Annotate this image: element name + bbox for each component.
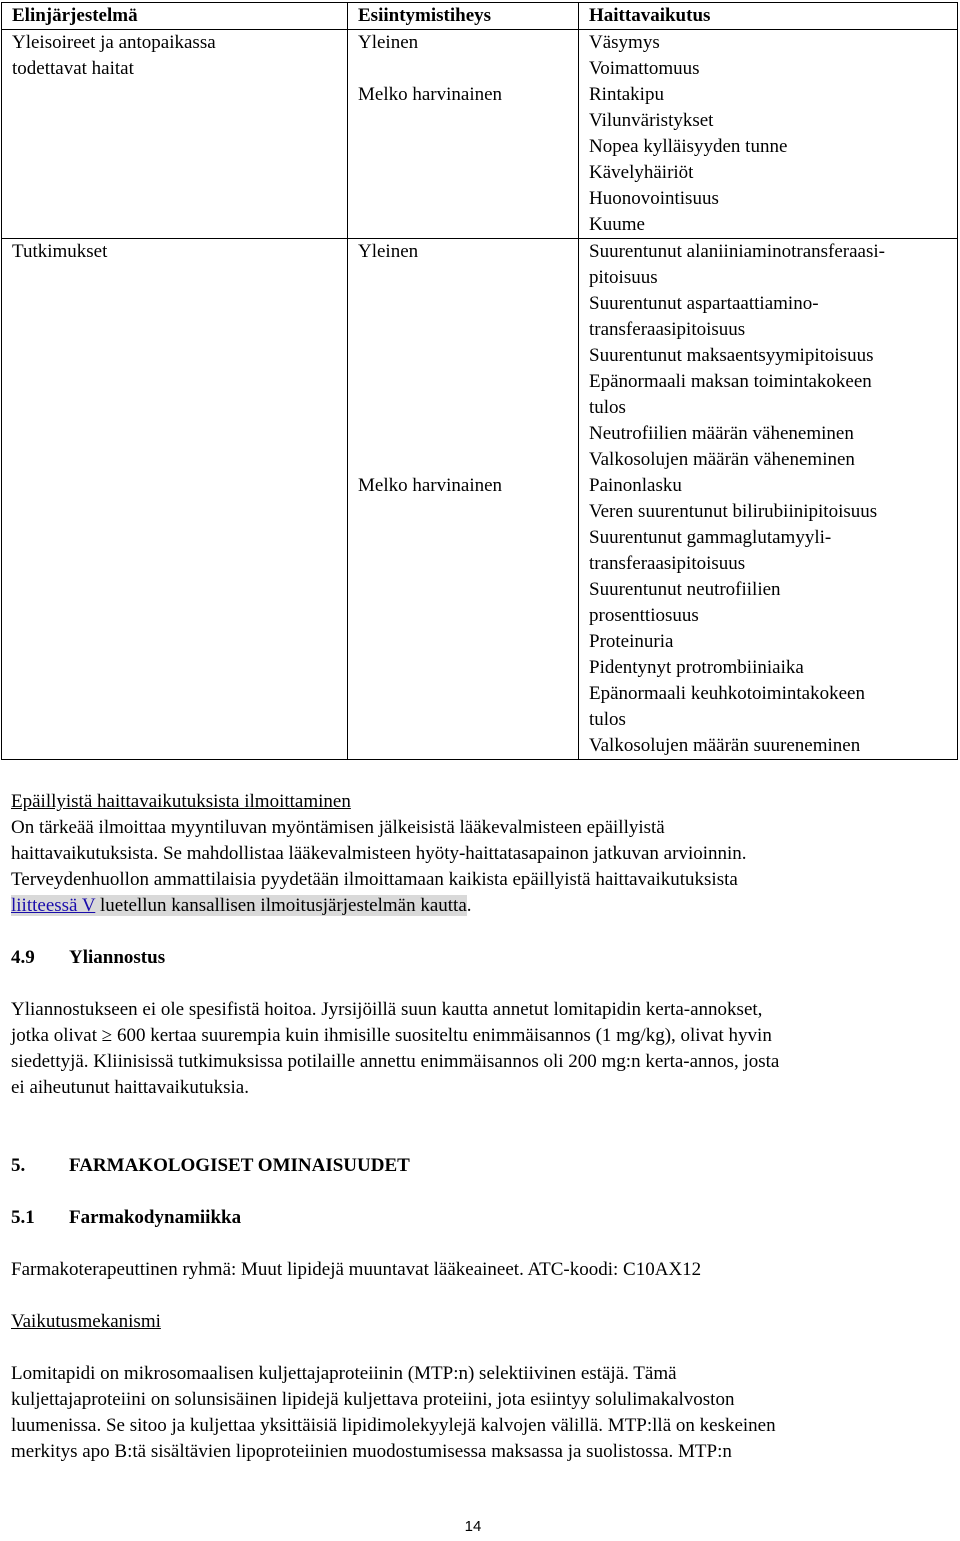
table-row bbox=[2, 30, 958, 83]
paragraph-line: merkitys apo B:tä sisältävien lipoproteiinien muodostumisessa maksassa ja suolistossa. MTP:n bbox=[11, 1441, 732, 1462]
organ-system-line: Tutkimukset bbox=[12, 241, 108, 262]
reporting-section bbox=[11, 789, 941, 919]
greater-equal-symbol: ≥ bbox=[101, 1025, 113, 1046]
annex-v-link[interactable]: liitteessä V bbox=[11, 895, 96, 916]
highlighted-text: liitteessä V luetellun kansallisen ilmoitusjärjestelmän kautta bbox=[11, 895, 467, 916]
paragraph-line: ei aiheutunut haittavaikutuksia. bbox=[11, 1077, 249, 1098]
section-heading-4-9: 4.9 Yliannostus bbox=[11, 947, 166, 968]
header-adverse-effect: Haittavaikutus bbox=[579, 3, 958, 30]
paragraph-line: liitteessä V luetellun kansallisen ilmoitusjärjestelmän kautta. bbox=[11, 895, 472, 916]
paragraph-line: luumenissa. Se sitoo ja kuljettaa yksittäisiä lipidimolekyylejä kalvojen välillä. MTP:llä on keskeinen bbox=[11, 1415, 776, 1436]
paragraph-line: jotka olivat ≥ 600 kertaa suurempia kuin ihmisille suositeltu enimmäisannos (1 mg/kg), olivat hyvin bbox=[11, 1025, 772, 1046]
reporting-title: Epäillyistä haittavaikutuksista ilmoittaminen bbox=[11, 791, 351, 812]
paragraph-line: On tärkeää ilmoittaa myyntiluvan myöntämisen jälkeisistä lääkevalmisteen epäillyistä bbox=[11, 817, 665, 838]
organ-system-cell bbox=[2, 30, 348, 239]
mechanism-title: Vaikutusmekanismi bbox=[11, 1311, 161, 1332]
paragraph-line: kuljettajaproteiini on solunsisäinen lipidejä kuljettava proteiini, jota esiintyy solulimakalvoston bbox=[11, 1389, 735, 1410]
frequency-cell: Yleinen bbox=[348, 239, 579, 474]
frequency-cell: Melko harvinainen bbox=[348, 82, 579, 239]
paragraph-line: Terveydenhuollon ammattilaisia pyydetään ilmoittamaan kaikista epäillyistä haittavaikutuksista bbox=[11, 869, 738, 890]
frequency-cell: Yleinen bbox=[348, 30, 579, 83]
table-header-row bbox=[2, 3, 958, 30]
paragraph-line: siedettyjä. Kliinisissä tutkimuksissa potilaille annettu enimmäisannos oli 200 mg:n kerta-annos, josta bbox=[11, 1051, 780, 1072]
paragraph-line: haittavaikutuksista. Se mahdollistaa lääkevalmisteen hyöty-haittatasapainon jatkuvan arvioinnin. bbox=[11, 843, 747, 864]
paragraph-line: Yliannostukseen ei ole spesifistä hoitoa. Jyrsijöillä suun kautta annetut lomitapidin kerta-annokset, bbox=[11, 999, 763, 1020]
adverse-effects-table bbox=[1, 2, 958, 760]
effects-cell: Rintakipu Vilunväristykset Nopea kylläisyyden tunne Kävelyhäiriöt Huonovointisuus Kuume bbox=[579, 82, 958, 239]
effects-cell: Painonlasku Veren suurentunut bilirubiinipitoisuus Suurentunut gammaglutamyyli- transferaasipitoisuus Suurentunut neutrofiilien prosenttiosuus Proteinuria Pidentynyt protrombiiniaika Epänormaali keuhkotoimintakokeen tulos Valkosolujen määrän suureneminen bbox=[579, 473, 958, 760]
table-row bbox=[2, 239, 958, 474]
effects-cell: Suurentunut alaniiniaminotransferaasi- pitoisuus Suurentunut aspartaattiamino- transferaasipitoisuus Suurentunut maksaentsyymipitoisuus Epänormaali maksan toimintakokeen tulos Neutrofiilien määrän väheneminen Valkosolujen määrän väheneminen bbox=[579, 239, 958, 474]
header-frequency: Esiintymistiheys bbox=[348, 3, 579, 30]
organ-system-cell bbox=[2, 239, 348, 760]
organ-system-line: todettavat haitat bbox=[12, 58, 134, 79]
frequency-cell: Melko harvinainen bbox=[348, 473, 579, 760]
organ-system-line: Yleisoireet ja antopaikassa bbox=[12, 32, 216, 53]
header-organ-system: Elinjärjestelmä bbox=[2, 3, 348, 30]
page-number: 14 bbox=[464, 1518, 482, 1535]
overdose-paragraph bbox=[11, 997, 941, 1101]
section-heading-5-1: 5.1 Farmakodynamiikka bbox=[11, 1207, 242, 1228]
paragraph-line: Lomitapidi on mikrosomaalisen kuljettajaproteiinin (MTP:n) selektiivinen estäjä. Tämä bbox=[11, 1363, 677, 1384]
pharmacotherapeutic-group: Farmakoterapeuttinen ryhmä: Muut lipidejä muuntavat lääkeaineet. ATC-koodi: C10AX12 bbox=[11, 1259, 702, 1280]
mechanism-paragraph bbox=[11, 1361, 941, 1465]
section-heading-5: 5. FARMAKOLOGISET OMINAISUUDET bbox=[11, 1155, 410, 1176]
effects-cell: Väsymys Voimattomuus bbox=[579, 30, 958, 83]
